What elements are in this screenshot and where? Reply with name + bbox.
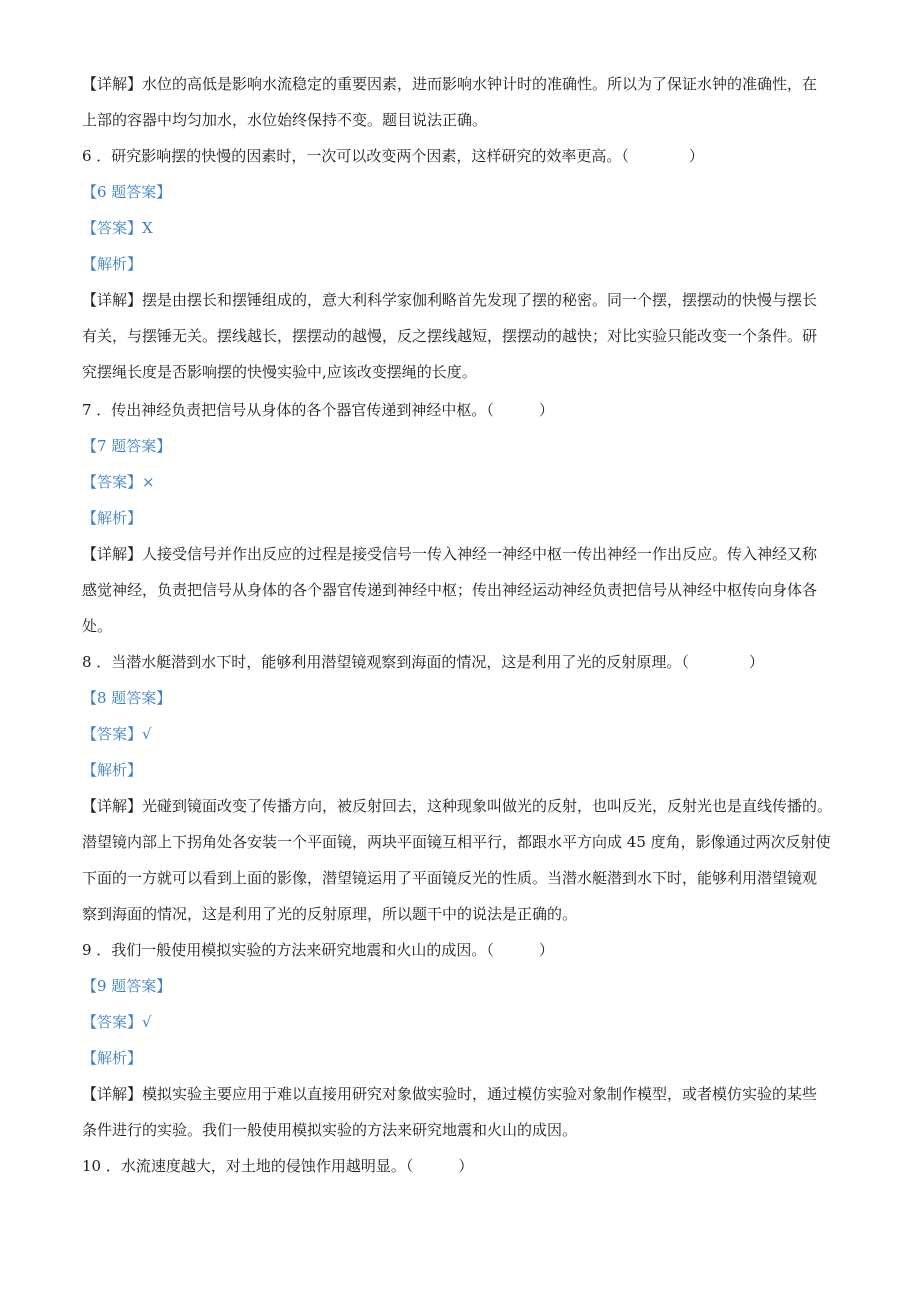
answer-header-9: 【9 题答案】	[82, 977, 172, 995]
answer-header-6: 【6 题答案】	[82, 183, 172, 201]
analysis-label-6: 【解析】	[82, 255, 143, 273]
explanation-8-line-2: 潜望镜内部上下拐角处各安装一个平面镜，两块平面镜互相平行，都跟水平方向成 45 度角，影像通过两次反射使	[82, 833, 831, 851]
explanation-9-line-2: 条件进行的实验。我们一般使用模拟实验的方法来研究地震和火山的成因。	[82, 1121, 578, 1139]
explanation-8-line-1: 【详解】光碰到镜面改变了传播方向，被反射回去，这种现象叫做光的反射，也叫反光，反射光也是直线传播的。	[82, 797, 833, 815]
explanation-7-line-3: 处。	[82, 617, 113, 635]
explanation-5-line-1: 【详解】水位的高低是影响水流稳定的重要因素，进而影响水钟计时的准确性。所以为了保证水钟的准确性，在	[82, 75, 818, 93]
analysis-label-8: 【解析】	[82, 761, 143, 779]
explanation-8-line-4: 察到海面的情况，这是利用了光的反射原理，所以题干中的说法是正确的。	[82, 905, 578, 923]
explanation-7-line-1: 【详解】人接受信号并作出反应的过程是接受信号一传入神经一神经中枢一传出神经一作出反应。传入神经又称	[82, 545, 818, 563]
analysis-label-7: 【解析】	[82, 509, 143, 527]
explanation-5-line-2: 上部的容器中均匀加水，水位始终保持不变。题目说法正确。	[82, 111, 488, 129]
question-7: 7 ．传出神经负责把信号从身体的各个器官传递到神经中枢。（ ）	[82, 401, 554, 419]
explanation-7-line-2: 感觉神经，负责把信号从身体的各个器官传递到神经中枢；传出神经运动神经负责把信号从神经中枢传向身体各	[82, 581, 818, 599]
explanation-6-line-3: 究摆绳长度是否影响摆的快慢实验中,应该改变摆绳的长度。	[82, 363, 477, 381]
answer-8: 【答案】√	[82, 725, 152, 743]
question-10: 10 ．水流速度越大，对土地的侵蚀作用越明显。（ ）	[82, 1157, 474, 1175]
answer-header-7: 【7 题答案】	[82, 437, 172, 455]
answer-header-8: 【8 题答案】	[82, 689, 172, 707]
answer-9: 【答案】√	[82, 1013, 152, 1031]
answer-6: 【答案】X	[82, 219, 153, 237]
question-8: 8 ．当潜水艇潜到水下时，能够利用潜望镜观察到海面的情况，这是利用了光的反射原理。（ ）	[82, 653, 764, 671]
question-9: 9 ．我们一般使用模拟实验的方法来研究地震和火山的成因。（ ）	[82, 941, 554, 959]
question-6: 6 ．研究影响摆的快慢的因素时，一次可以改变两个因素，这样研究的效率更高。（ ）	[82, 147, 704, 165]
answer-7: 【答案】×	[82, 473, 155, 491]
explanation-6-line-2: 有关，与摆锤无关。摆线越长，摆摆动的越慢，反之摆线越短，摆摆动的越快；对比实验只能改变一个条件。研	[82, 327, 818, 345]
explanation-9-line-1: 【详解】模拟实验主要应用于难以直接用研究对象做实验时，通过模仿实验对象制作模型，或者模仿实验的某些	[82, 1085, 818, 1103]
analysis-label-9: 【解析】	[82, 1049, 143, 1067]
explanation-6-line-1: 【详解】摆是由摆长和摆锤组成的，意大利科学家伽利略首先发现了摆的秘密。同一个摆，摆摆动的快慢与摆长	[82, 291, 818, 309]
explanation-8-line-3: 下面的一方就可以看到上面的影像，潜望镜运用了平面镜反光的性质。当潜水艇潜到水下时，能够利用潜望镜观	[82, 869, 818, 887]
